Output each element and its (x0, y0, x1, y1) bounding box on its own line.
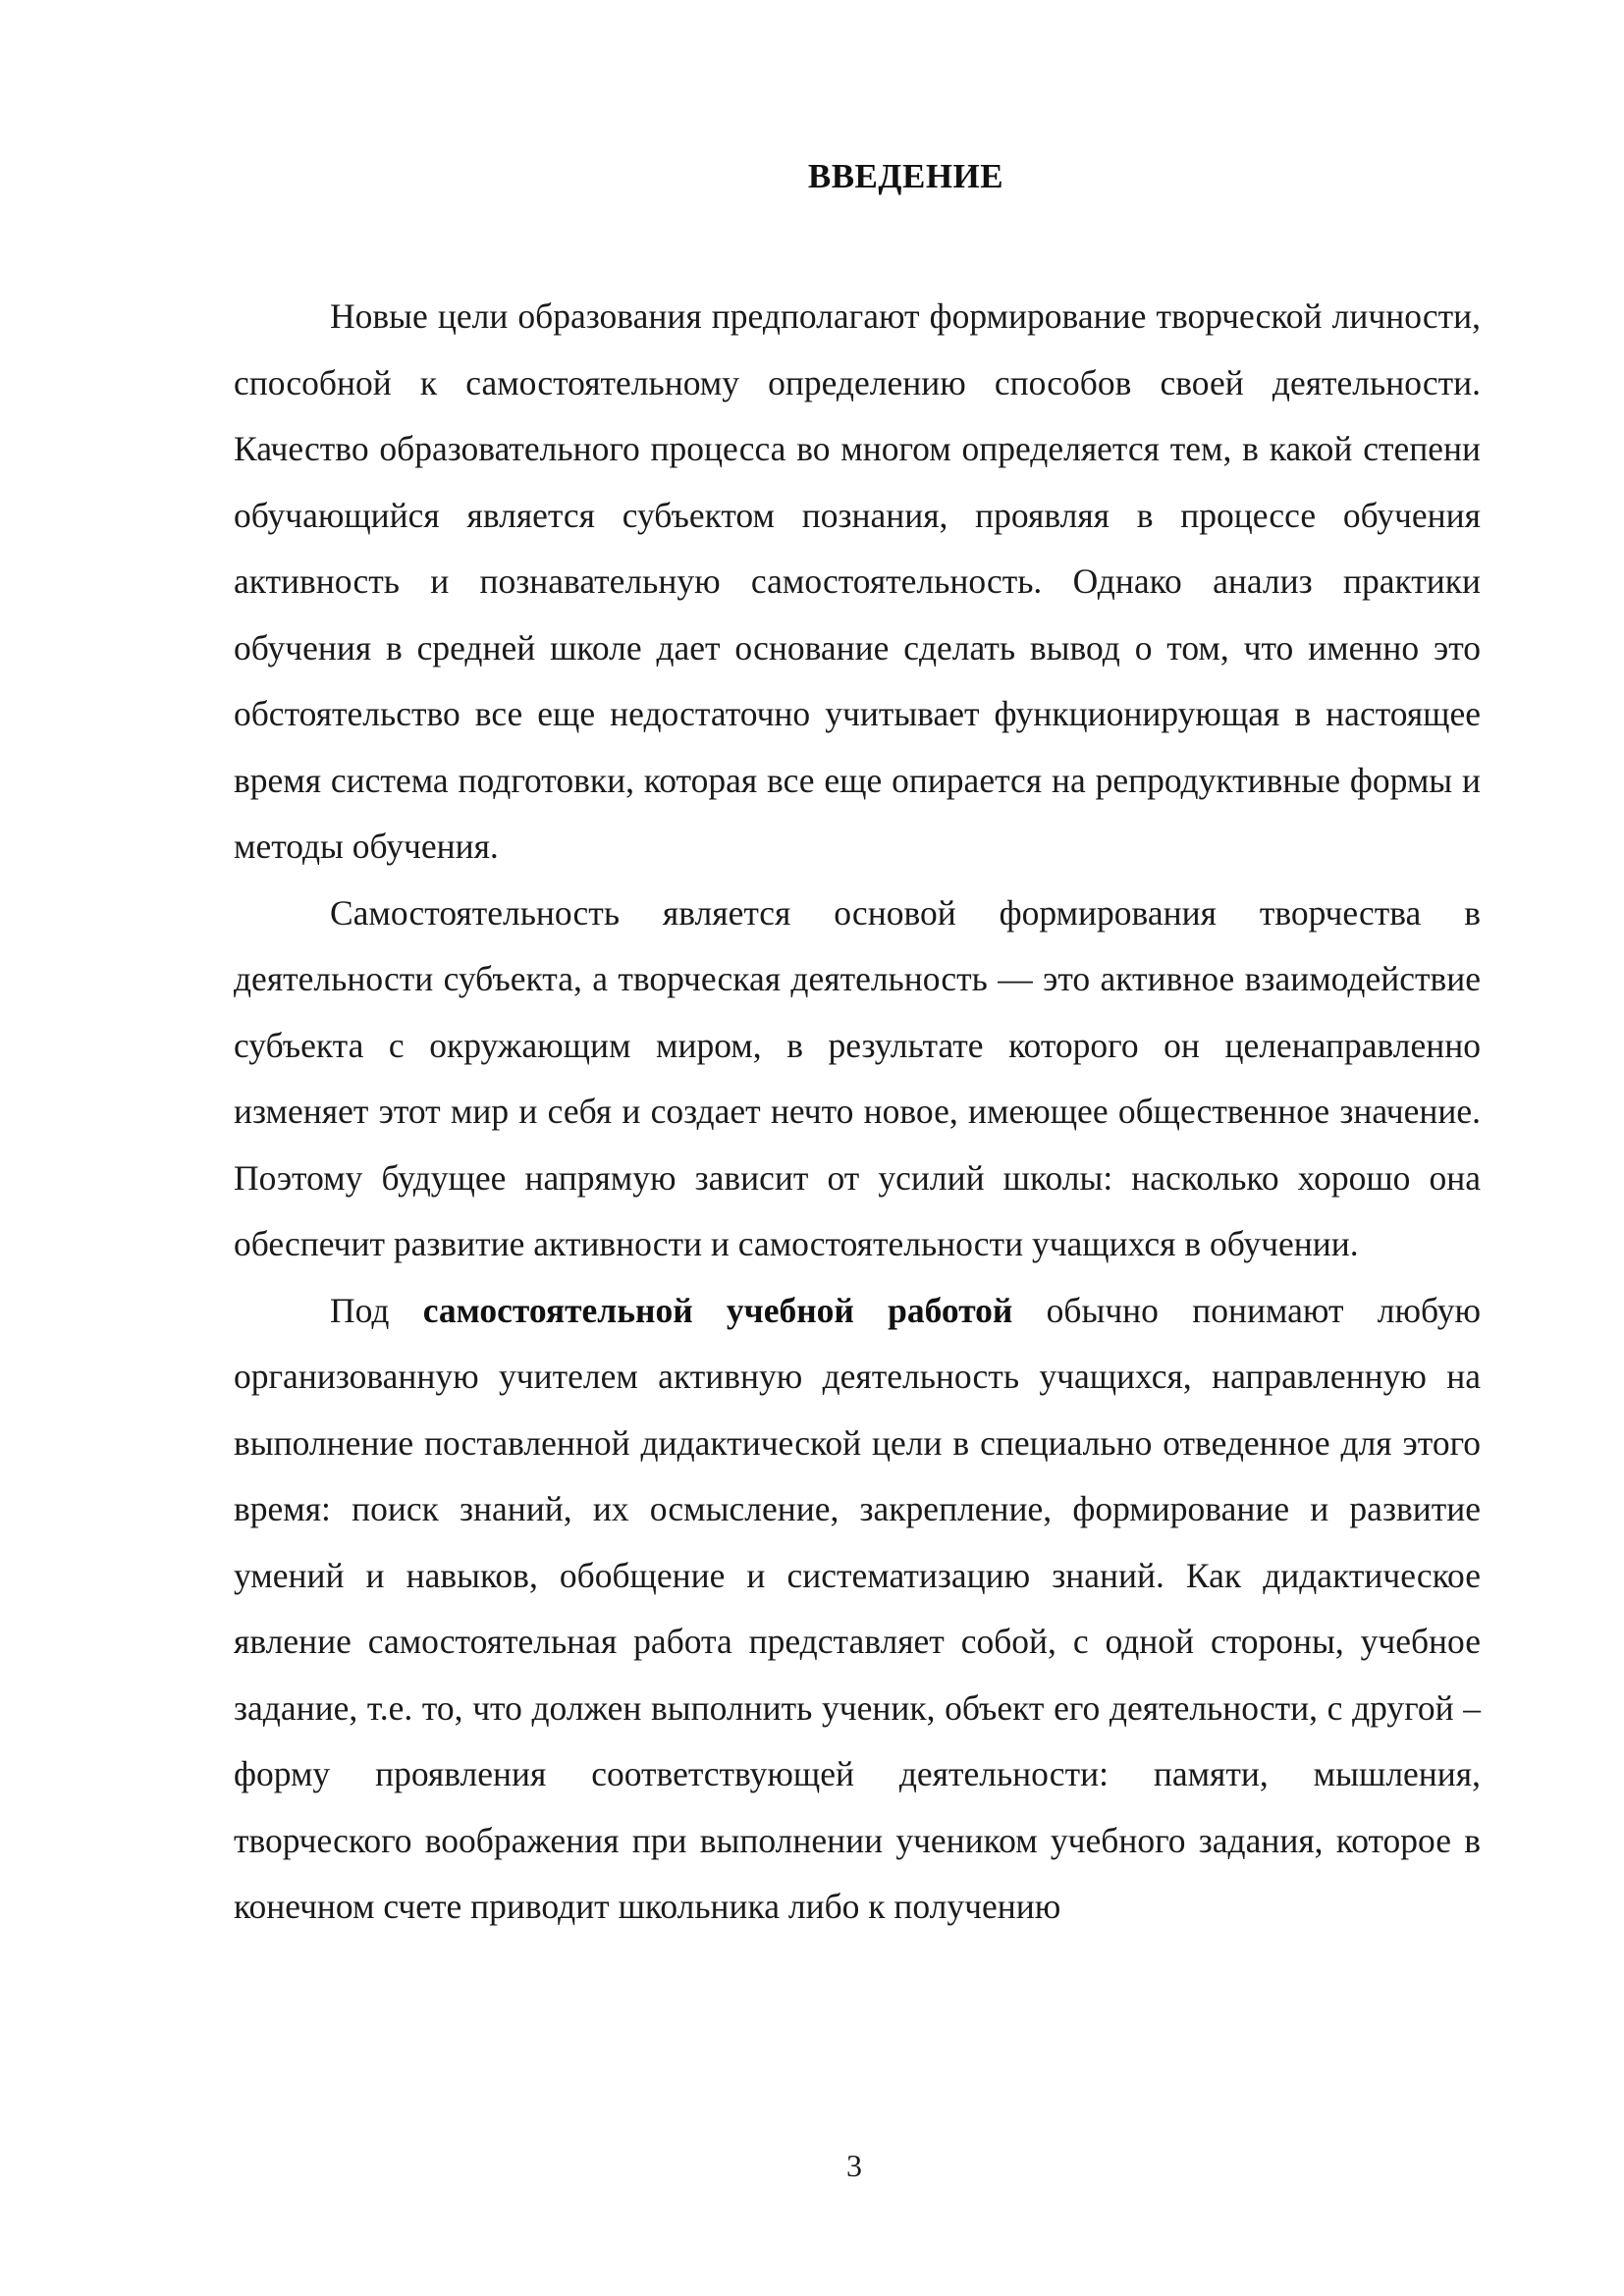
paragraph-3-lead: Под (330, 1290, 423, 1330)
body-text (234, 284, 1481, 1941)
paragraph-3-rest: обычно понимают любую организованную учителем активную деятельность учащихся, направленную на выполнение поставленной дидактической цели в специально отведенное для этого время: поиск знаний, их осмысление, закрепление, формирование и развитие умений и навыков, обобщение и систематизацию знаний. Как дидактическое явление самостоятельная работа представляет собой, с одной стороны, учебное задание, т.е. то, что должен выполнить ученик, объект его деятельности, с другой – форму проявления соответствующей деятельности: памяти, мышления, творческого воображения при выполнении учеником учебного задания, которое в конечном счете приводит школьника либо к получению (234, 1290, 1481, 1926)
paragraph-2: Самостоятельность является основой формирования творчества в деятельности субъекта, а творческая деятельность — это активное взаимодействие субъекта с окружающим миром, в результате которого он целенаправленно изменяет этот мир и себя и создает нечто новое, имеющее общественное значение. Поэтому будущее напрямую зависит от усилий школы: насколько хорошо она обеспечит развитие активности и самостоятельности учащихся в обучении. (234, 892, 1481, 1263)
section-title: ВВЕДЕНИЕ (807, 157, 1004, 195)
paragraph-3 (234, 1278, 1481, 1941)
paragraph-1: Новые цели образования предполагают формирование творческой личности, способной к самостоятельному определению способов своей деятельности. Качество образовательного процесса во многом определяется тем, в какой степени обучающийся является субъектом познания, проявляя в процессе обучения активность и познавательную самостоятельность. Однако анализ практики обучения в средней школе дает основание сделать вывод о том, что именно это обстоятельство все еще недостаточно учитывает функционирующая в настоящее время система подготовки, которая все еще опирается на репродуктивные формы и методы обучения. (234, 296, 1481, 866)
paragraph-3-term: самостоятельной учебной работой (422, 1290, 1013, 1330)
page-number: 3 (846, 2148, 862, 2183)
